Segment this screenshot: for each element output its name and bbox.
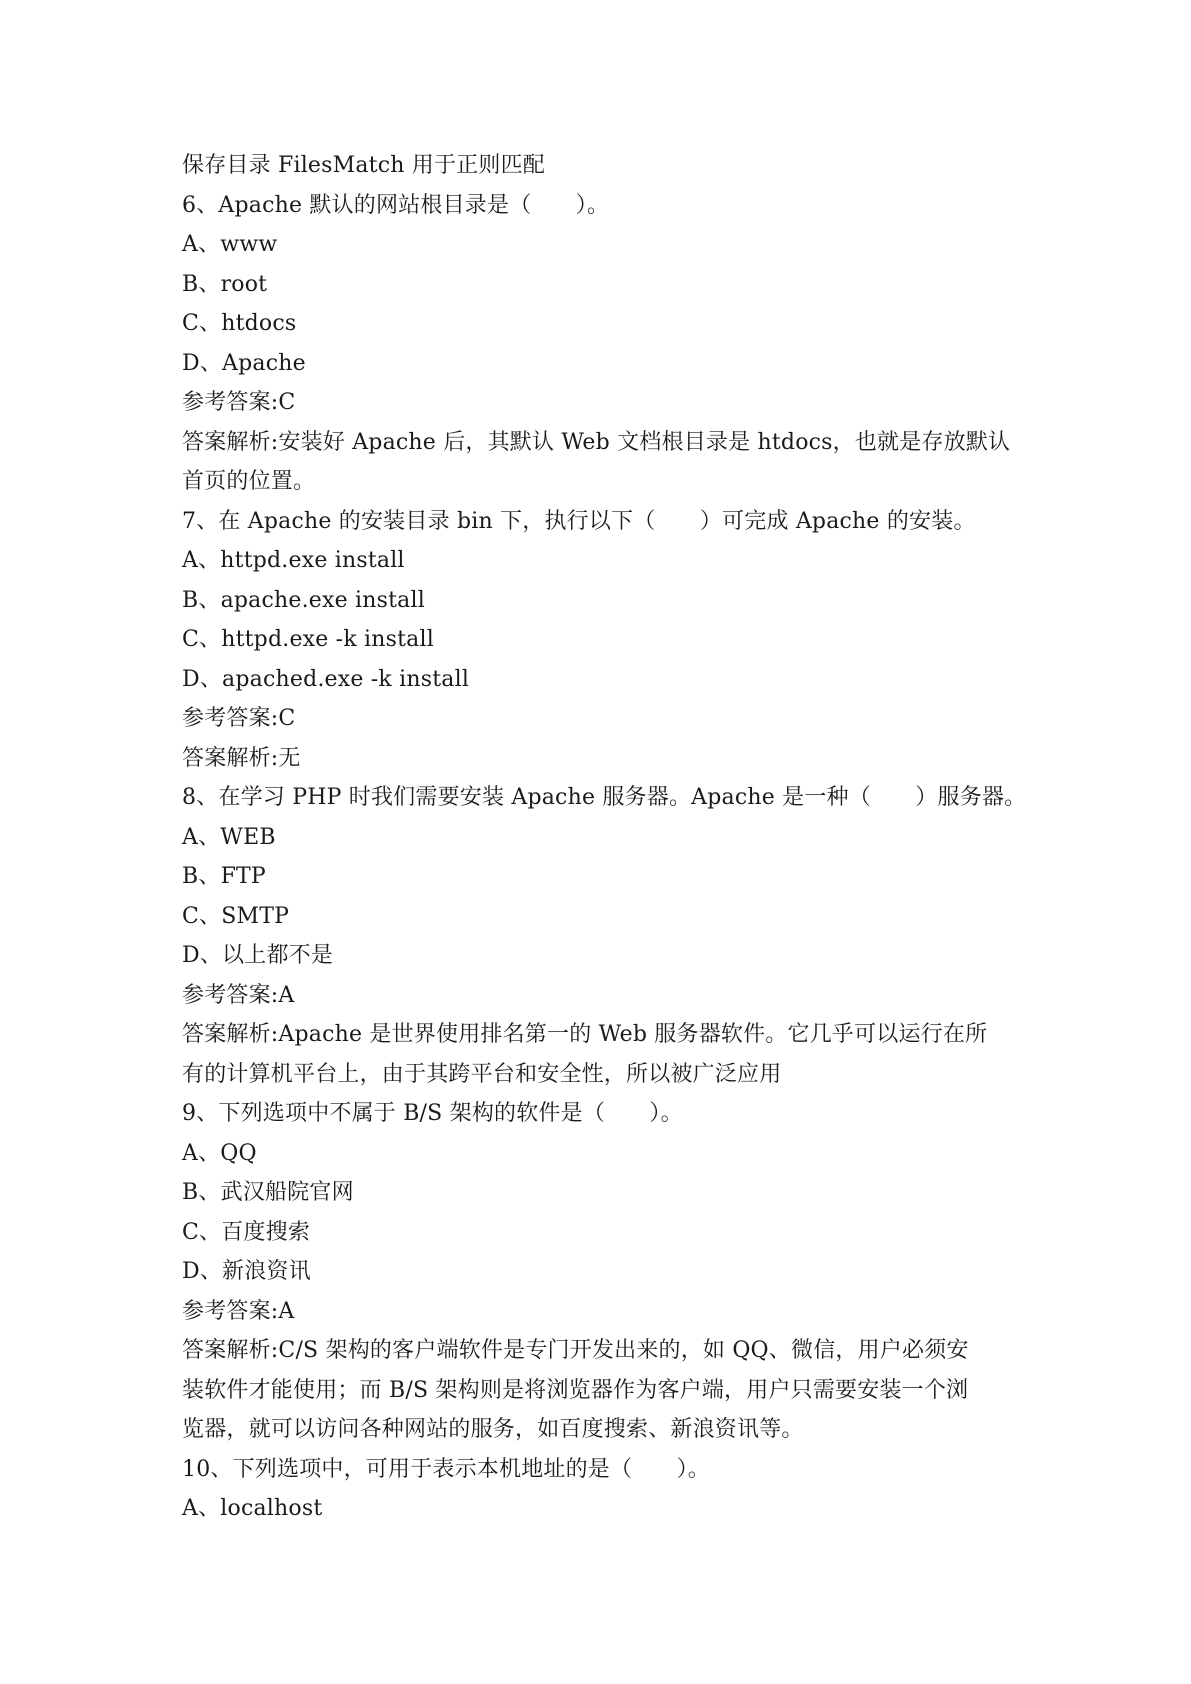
option-a: A、localhost [182,1496,323,1521]
answer: 参考答案:A [182,982,295,1008]
option-b: B、root [182,271,268,297]
option-a: A、WEB [182,824,276,850]
option-b: B、武汉船院官网 [182,1180,354,1205]
option-d: D、新浪资讯 [182,1259,311,1284]
answer: 参考答案:C [182,390,296,415]
explanation-line: 览器，就可以访问各种网站的服务，如百度搜索、新浪资讯等。 [182,1417,804,1442]
option-b: B、FTP [182,864,266,889]
explanation-line: 答案解析:无 [182,745,301,771]
question-6: 6、Apache 默认的网站根目录是（ ）。 [182,192,610,218]
question-9: 9、下列选项中不属于 B/S 架构的软件是（ ）。 [182,1101,683,1126]
question-8: 8、在学习 PHP 时我们需要安装 Apache 服务器。Apache 是一种（ ）服务器。 [182,785,1027,810]
explanation-line: 有的计算机平台上，由于其跨平台和安全性，所以被广泛应用 [182,1061,782,1087]
answer: 参考答案:A [182,1298,295,1324]
text-line: 保存目录 FilesMatch 用于正则匹配 [182,153,546,178]
option-a: A、QQ [182,1140,257,1166]
explanation-line: 答案解析:安装好 Apache 后，其默认 Web 文档根目录是 htdocs，也就是存放默认 [182,429,1011,455]
explanation-line: 答案解析:Apache 是世界使用排名第一的 Web 服务器软件。它几乎可以运行在所 [182,1022,988,1047]
option-d: D、以上都不是 [182,943,334,968]
option-c: C、httpd.exe -k install [182,627,434,652]
option-a: A、httpd.exe install [182,548,405,573]
explanation-line: 答案解析:C/S 架构的客户端软件是专门开发出来的，如 QQ、微信，用户必须安 [182,1338,969,1363]
question-7: 7、在 Apache 的安装目录 bin 下，执行以下（ ）可完成 Apache 的安装。 [182,508,976,534]
option-b: B、apache.exe install [182,587,425,613]
option-a: A、www [182,232,278,257]
question-10: 10、下列选项中，可用于表示本机地址的是（ ）。 [182,1456,710,1482]
option-d: D、Apache [182,350,306,376]
explanation-line: 首页的位置。 [182,469,316,494]
option-d: D、apached.exe -k install [182,666,470,692]
option-c: C、SMTP [182,903,290,929]
option-c: C、百度搜索 [182,1219,311,1245]
answer: 参考答案:C [182,706,296,731]
explanation-line: 装软件才能使用；而 B/S 架构则是将浏览器作为客户端，用户只需要安装一个浏 [182,1377,969,1403]
document-body [182,146,1027,1529]
option-c: C、htdocs [182,311,297,336]
